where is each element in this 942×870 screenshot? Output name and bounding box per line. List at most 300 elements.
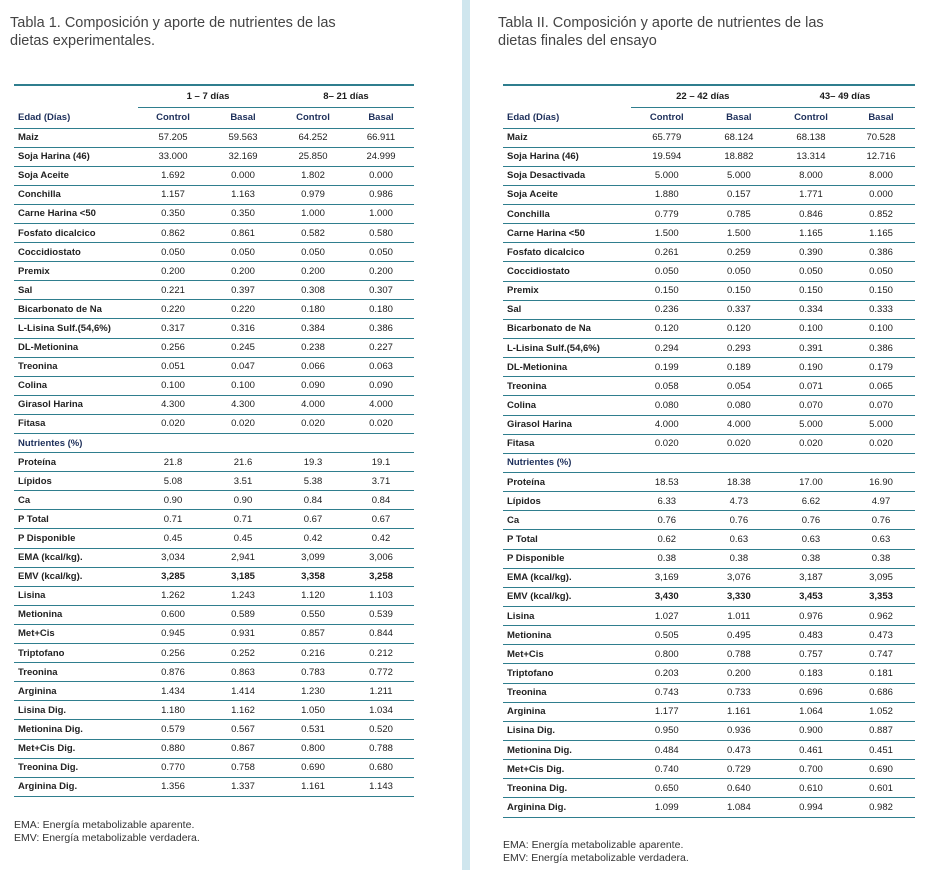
value-cell: 0.000 — [208, 166, 278, 185]
value-cell: 1.692 — [138, 166, 208, 185]
value-cell: 0.45 — [208, 529, 278, 548]
nutrient-row-label: Treonina Dig. — [503, 779, 631, 798]
value-cell: 0.505 — [631, 626, 703, 645]
value-cell: 18.882 — [703, 147, 775, 166]
nutrient-row — [14, 701, 414, 720]
value-cell: 0.391 — [775, 339, 847, 358]
value-cell: 0.200 — [208, 262, 278, 281]
value-cell: 1.157 — [138, 185, 208, 204]
value-cell: 3,258 — [348, 567, 414, 586]
value-cell: 0.601 — [847, 779, 915, 798]
nutrient-row-label: Ca — [503, 511, 631, 530]
value-cell: 0.788 — [348, 739, 414, 758]
table1-title — [10, 14, 446, 50]
value-cell: 3,285 — [138, 567, 208, 586]
value-cell: 3,006 — [348, 548, 414, 567]
value-cell: 0.200 — [138, 262, 208, 281]
value-cell: 0.245 — [208, 338, 278, 357]
value-cell: 64.252 — [278, 128, 348, 147]
value-cell: 21.8 — [138, 453, 208, 472]
value-cell: 0.236 — [631, 300, 703, 319]
nutrient-row — [503, 607, 915, 626]
ingredient-row — [503, 319, 915, 338]
value-cell: 0.020 — [208, 414, 278, 433]
value-cell: 0.71 — [208, 510, 278, 529]
ingredient-row — [14, 300, 414, 319]
column-header: Basal — [847, 107, 915, 128]
column-header-age: Edad (Días) — [14, 107, 138, 128]
value-cell: 0.520 — [348, 720, 414, 739]
value-cell: 0.38 — [847, 549, 915, 568]
ingredient-row-label: Girasol Harina — [503, 415, 631, 434]
table1-title-line2: dietas experimentales. — [10, 33, 156, 49]
value-cell: 0.38 — [775, 549, 847, 568]
table2-title-line1: Tabla II. Composición y aporte de nutrientes de las — [498, 15, 824, 31]
nutrient-row — [14, 758, 414, 777]
ingredient-row-label: Treonina — [503, 377, 631, 396]
ingredient-row-label: DL-Metionina — [503, 358, 631, 377]
value-cell: 0.000 — [847, 185, 915, 204]
ingredient-row — [14, 147, 414, 166]
empty-cell — [703, 453, 775, 472]
nutrient-row-label: Lípidos — [14, 472, 138, 491]
value-cell: 0.317 — [138, 319, 208, 338]
value-cell: 59.563 — [208, 128, 278, 147]
column-header: Control — [631, 107, 703, 128]
value-cell: 0.252 — [208, 644, 278, 663]
value-cell: 0.936 — [703, 721, 775, 740]
value-cell: 0.261 — [631, 243, 703, 262]
value-cell: 0.770 — [138, 758, 208, 777]
nutrient-row-label: Met+Cis Dig. — [14, 739, 138, 758]
value-cell: 32.169 — [208, 147, 278, 166]
empty-cell — [348, 434, 414, 453]
ingredient-row — [503, 224, 915, 243]
nutrient-row — [14, 453, 414, 472]
nutrient-row-label: EMV (kcal/kg). — [503, 587, 631, 606]
ingredient-row — [503, 262, 915, 281]
ingredient-row — [503, 300, 915, 319]
nutrient-row — [14, 644, 414, 663]
nutrient-row-label: Metionina — [14, 605, 138, 624]
nutrient-row — [14, 491, 414, 510]
value-cell: 0.600 — [138, 605, 208, 624]
nutrient-row-label: EMV (kcal/kg). — [14, 567, 138, 586]
value-cell: 0.120 — [703, 319, 775, 338]
ingredient-row-label: Fitasa — [503, 434, 631, 453]
value-cell: 0.800 — [631, 645, 703, 664]
value-cell: 0.788 — [703, 645, 775, 664]
nutrient-row — [14, 548, 414, 567]
value-cell: 0.785 — [703, 205, 775, 224]
table1-note-ema: EMA: Energía metabolizable aparente. — [14, 819, 195, 831]
nutrient-row-label: Met+Cis — [14, 624, 138, 643]
value-cell: 1.052 — [847, 702, 915, 721]
nutrient-row-label: P Disponible — [503, 549, 631, 568]
value-cell: 0.350 — [138, 204, 208, 223]
value-cell: 0.90 — [208, 491, 278, 510]
table1 — [14, 84, 414, 797]
value-cell: 0.976 — [775, 607, 847, 626]
value-cell: 0.567 — [208, 720, 278, 739]
value-cell: 0.397 — [208, 281, 278, 300]
ingredient-row-label: Soja Harina (46) — [14, 147, 138, 166]
value-cell: 0.220 — [138, 300, 208, 319]
nutrient-row — [14, 663, 414, 682]
nutrient-row — [503, 798, 915, 817]
nutrient-row-label: P Total — [14, 510, 138, 529]
value-cell: 0.150 — [631, 281, 703, 300]
nutrient-row-label: Met+Cis Dig. — [503, 760, 631, 779]
value-cell: 0.070 — [847, 396, 915, 415]
nutrient-row — [503, 511, 915, 530]
value-cell: 5.08 — [138, 472, 208, 491]
ingredient-row — [14, 281, 414, 300]
value-cell: 70.528 — [847, 128, 915, 147]
value-cell: 0.483 — [775, 626, 847, 645]
value-cell: 8.000 — [775, 166, 847, 185]
nutrient-row-label: Treonina — [14, 663, 138, 682]
nutrient-row — [503, 492, 915, 511]
value-cell: 0.020 — [631, 434, 703, 453]
value-cell: 3,185 — [208, 567, 278, 586]
value-cell: 0.539 — [348, 605, 414, 624]
table1-wrapper — [14, 84, 414, 797]
value-cell: 1.162 — [208, 701, 278, 720]
value-cell: 0.337 — [703, 300, 775, 319]
nutrients-section-label: Nutrientes (%) — [503, 453, 631, 472]
value-cell: 0.857 — [278, 624, 348, 643]
value-cell: 0.900 — [775, 721, 847, 740]
value-cell: 4.000 — [278, 395, 348, 414]
value-cell: 0.334 — [775, 300, 847, 319]
value-cell: 0.71 — [138, 510, 208, 529]
nutrient-row — [503, 779, 915, 798]
value-cell: 0.058 — [631, 377, 703, 396]
value-cell: 5.000 — [703, 166, 775, 185]
nutrient-row-label: Proteína — [14, 453, 138, 472]
value-cell: 57.205 — [138, 128, 208, 147]
nutrient-row — [503, 626, 915, 645]
value-cell: 0.582 — [278, 223, 348, 242]
value-cell: 1.143 — [348, 777, 414, 796]
column-header: Control — [138, 107, 208, 128]
value-cell: 1.356 — [138, 777, 208, 796]
table2 — [503, 84, 915, 818]
value-cell: 0.080 — [631, 396, 703, 415]
value-cell: 0.994 — [775, 798, 847, 817]
value-cell: 0.316 — [208, 319, 278, 338]
ingredient-row — [503, 415, 915, 434]
nutrient-row-label: EMA (kcal/kg). — [14, 548, 138, 567]
value-cell: 0.451 — [847, 741, 915, 760]
column-header: Control — [278, 107, 348, 128]
value-cell: 6.33 — [631, 492, 703, 511]
value-cell: 0.986 — [348, 185, 414, 204]
ingredient-row-label: Coccidiostato — [503, 262, 631, 281]
value-cell: 0.020 — [278, 414, 348, 433]
value-cell: 0.050 — [847, 262, 915, 281]
value-cell: 0.227 — [348, 338, 414, 357]
value-cell: 0.259 — [703, 243, 775, 262]
ingredient-row-label: Maiz — [14, 128, 138, 147]
value-cell: 0.76 — [775, 511, 847, 530]
ingredient-row — [503, 185, 915, 204]
value-cell: 0.783 — [278, 663, 348, 682]
value-cell: 1.000 — [348, 204, 414, 223]
nutrient-row-label: P Total — [503, 530, 631, 549]
table1-title-line1: Tabla 1. Composición y aporte de nutrientes de las — [10, 15, 336, 31]
value-cell: 0.531 — [278, 720, 348, 739]
value-cell: 1.000 — [278, 204, 348, 223]
value-cell: 1.500 — [703, 224, 775, 243]
value-cell: 0.982 — [847, 798, 915, 817]
nutrient-row-label: Triptofano — [503, 664, 631, 683]
value-cell: 0.308 — [278, 281, 348, 300]
value-cell: 3,453 — [775, 587, 847, 606]
value-cell: 0.203 — [631, 664, 703, 683]
value-cell: 0.307 — [348, 281, 414, 300]
table2-wrapper — [503, 84, 915, 818]
value-cell: 0.100 — [208, 376, 278, 395]
value-cell: 3.51 — [208, 472, 278, 491]
value-cell: 1.177 — [631, 702, 703, 721]
ingredient-row — [14, 395, 414, 414]
empty-cell — [631, 453, 703, 472]
value-cell: 0.979 — [278, 185, 348, 204]
value-cell: 2,941 — [208, 548, 278, 567]
nutrient-row-label: Arginina Dig. — [14, 777, 138, 796]
nutrient-row-label: Lípidos — [503, 492, 631, 511]
empty-cell — [847, 453, 915, 472]
value-cell: 68.124 — [703, 128, 775, 147]
value-cell: 3,095 — [847, 568, 915, 587]
ingredient-row — [503, 434, 915, 453]
ingredient-row — [503, 339, 915, 358]
ingredient-row — [14, 243, 414, 262]
ingredient-row-label: Soja Aceite — [14, 166, 138, 185]
value-cell: 1.165 — [775, 224, 847, 243]
value-cell: 0.84 — [348, 491, 414, 510]
ingredient-row-label: Carne Harina <50 — [503, 224, 631, 243]
nutrient-row-label: EMA (kcal/kg). — [503, 568, 631, 587]
value-cell: 0.473 — [703, 741, 775, 760]
value-cell: 0.950 — [631, 721, 703, 740]
value-cell: 0.63 — [775, 530, 847, 549]
value-cell: 0.180 — [278, 300, 348, 319]
value-cell: 1.084 — [703, 798, 775, 817]
value-cell: 0.199 — [631, 358, 703, 377]
ingredient-row-label: Maiz — [503, 128, 631, 147]
value-cell: 1.064 — [775, 702, 847, 721]
value-cell: 0.38 — [631, 549, 703, 568]
value-cell: 68.138 — [775, 128, 847, 147]
value-cell: 0.212 — [348, 644, 414, 663]
value-cell: 65.779 — [631, 128, 703, 147]
value-cell: 1.120 — [278, 586, 348, 605]
value-cell: 0.221 — [138, 281, 208, 300]
nutrient-row — [503, 645, 915, 664]
table1-note-emv: EMV: Energía metabolizable verdadera. — [14, 832, 200, 844]
ingredient-row-label: Premix — [14, 262, 138, 281]
column-header-row — [503, 107, 915, 128]
value-cell: 0.690 — [847, 760, 915, 779]
value-cell: 13.314 — [775, 147, 847, 166]
value-cell: 1.163 — [208, 185, 278, 204]
ingredient-row-label: Colina — [14, 376, 138, 395]
value-cell: 0.000 — [348, 166, 414, 185]
value-cell: 0.733 — [703, 683, 775, 702]
value-cell: 0.484 — [631, 741, 703, 760]
value-cell: 1.230 — [278, 682, 348, 701]
ingredient-row-label: Colina — [503, 396, 631, 415]
value-cell: 5.000 — [775, 415, 847, 434]
value-cell: 0.747 — [847, 645, 915, 664]
value-cell: 0.051 — [138, 357, 208, 376]
value-cell: 0.743 — [631, 683, 703, 702]
value-cell: 4.300 — [138, 395, 208, 414]
nutrient-row — [14, 510, 414, 529]
nutrient-row — [503, 587, 915, 606]
value-cell: 0.216 — [278, 644, 348, 663]
nutrient-row-label: P Disponible — [14, 529, 138, 548]
value-cell: 0.065 — [847, 377, 915, 396]
value-cell: 5.000 — [847, 415, 915, 434]
ingredient-row — [14, 376, 414, 395]
value-cell: 0.461 — [775, 741, 847, 760]
value-cell: 0.238 — [278, 338, 348, 357]
nutrient-row — [14, 586, 414, 605]
value-cell: 0.071 — [775, 377, 847, 396]
nutrient-row-label: Lisina — [503, 607, 631, 626]
value-cell: 0.680 — [348, 758, 414, 777]
ingredient-row-label: Fosfato dicalcico — [14, 223, 138, 242]
nutrient-row — [503, 760, 915, 779]
value-cell: 0.256 — [138, 644, 208, 663]
value-cell: 0.852 — [847, 205, 915, 224]
value-cell: 0.120 — [631, 319, 703, 338]
ingredient-row-label: Soja Harina (46) — [503, 147, 631, 166]
value-cell: 0.757 — [775, 645, 847, 664]
ingredient-row-label: Girasol Harina — [14, 395, 138, 414]
ingredient-row — [14, 319, 414, 338]
value-cell: 0.63 — [847, 530, 915, 549]
value-cell: 0.90 — [138, 491, 208, 510]
empty-cell — [138, 434, 208, 453]
value-cell: 0.050 — [703, 262, 775, 281]
nutrient-row-label: Treonina — [503, 683, 631, 702]
nutrient-row — [503, 741, 915, 760]
nutrient-row — [503, 568, 915, 587]
value-cell: 0.294 — [631, 339, 703, 358]
nutrient-row — [14, 777, 414, 796]
value-cell: 0.690 — [278, 758, 348, 777]
age-group-blank — [14, 85, 138, 107]
value-cell: 66.911 — [348, 128, 414, 147]
value-cell: 0.42 — [278, 529, 348, 548]
value-cell: 0.63 — [703, 530, 775, 549]
value-cell: 0.589 — [208, 605, 278, 624]
ingredient-row — [14, 338, 414, 357]
value-cell: 1.434 — [138, 682, 208, 701]
value-cell: 0.050 — [208, 243, 278, 262]
value-cell: 0.862 — [138, 223, 208, 242]
value-cell: 0.390 — [775, 243, 847, 262]
value-cell: 0.386 — [847, 339, 915, 358]
nutrient-row — [503, 683, 915, 702]
age-group-2: 43– 49 días — [775, 85, 915, 107]
nutrient-row — [14, 682, 414, 701]
value-cell: 0.880 — [138, 739, 208, 758]
value-cell: 0.200 — [703, 664, 775, 683]
value-cell: 18.38 — [703, 473, 775, 492]
ingredient-row — [503, 243, 915, 262]
value-cell: 1.500 — [631, 224, 703, 243]
value-cell: 0.473 — [847, 626, 915, 645]
value-cell: 1.099 — [631, 798, 703, 817]
value-cell: 0.844 — [348, 624, 414, 643]
value-cell: 0.020 — [703, 434, 775, 453]
value-cell: 0.050 — [775, 262, 847, 281]
value-cell: 4.73 — [703, 492, 775, 511]
value-cell: 0.200 — [278, 262, 348, 281]
value-cell: 0.772 — [348, 663, 414, 682]
value-cell: 0.190 — [775, 358, 847, 377]
nutrient-row — [14, 567, 414, 586]
nutrient-row-label: Treonina Dig. — [14, 758, 138, 777]
value-cell: 0.179 — [847, 358, 915, 377]
value-cell: 0.550 — [278, 605, 348, 624]
value-cell: 6.62 — [775, 492, 847, 511]
value-cell: 1.050 — [278, 701, 348, 720]
value-cell: 0.054 — [703, 377, 775, 396]
value-cell: 1.414 — [208, 682, 278, 701]
value-cell: 0.050 — [348, 243, 414, 262]
value-cell: 0.640 — [703, 779, 775, 798]
ingredient-row-label: L-Lisina Sulf.(54,6%) — [503, 339, 631, 358]
nutrient-row-label: Met+Cis — [503, 645, 631, 664]
value-cell: 0.495 — [703, 626, 775, 645]
value-cell: 0.729 — [703, 760, 775, 779]
ingredient-row — [503, 147, 915, 166]
nutrient-row — [503, 721, 915, 740]
value-cell: 1.027 — [631, 607, 703, 626]
ingredient-row — [503, 396, 915, 415]
empty-cell — [208, 434, 278, 453]
value-cell: 0.333 — [847, 300, 915, 319]
value-cell: 0.700 — [775, 760, 847, 779]
table2-title-line2: dietas finales del ensayo — [498, 33, 657, 49]
nutrient-row-label: Metionina Dig. — [14, 720, 138, 739]
ingredient-row — [503, 377, 915, 396]
nutrient-row — [503, 549, 915, 568]
ingredient-row-label: Sal — [14, 281, 138, 300]
nutrient-row — [14, 605, 414, 624]
value-cell: 3,169 — [631, 568, 703, 587]
ingredient-row-label: Premix — [503, 281, 631, 300]
nutrients-section-row — [503, 453, 915, 472]
nutrients-section-label: Nutrientes (%) — [14, 434, 138, 453]
nutrient-row-label: Lisina — [14, 586, 138, 605]
nutrient-row-label: Lisina Dig. — [503, 721, 631, 740]
value-cell: 0.67 — [278, 510, 348, 529]
value-cell: 3.71 — [348, 472, 414, 491]
ingredient-row — [14, 414, 414, 433]
value-cell: 1.262 — [138, 586, 208, 605]
ingredient-row — [14, 204, 414, 223]
ingredient-row-label: Soja Aceite — [503, 185, 631, 204]
value-cell: 0.696 — [775, 683, 847, 702]
